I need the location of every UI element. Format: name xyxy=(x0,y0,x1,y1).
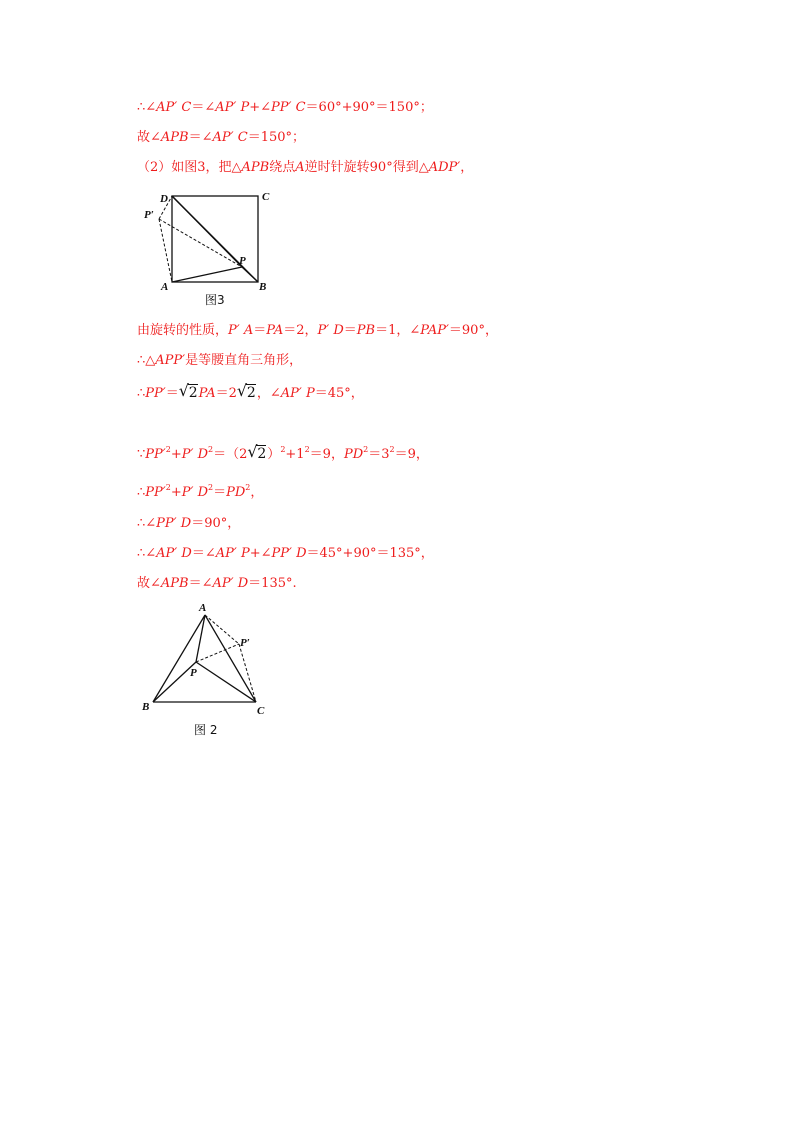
text: ＝ xyxy=(343,323,357,338)
superscript: 2 xyxy=(165,483,171,492)
text: ，∠ xyxy=(256,386,281,401)
label-p: P xyxy=(190,667,197,679)
term: PP′ D xyxy=(156,516,192,531)
text: ∴∠ xyxy=(137,516,157,531)
term: AP′ P xyxy=(215,546,250,561)
line-7 xyxy=(137,445,429,464)
text: 绕点 xyxy=(269,160,296,175)
line-5 xyxy=(137,352,302,370)
superscript: 2 xyxy=(280,445,286,454)
sqrt-symbol: √ 2 xyxy=(180,384,198,402)
term: A xyxy=(295,160,305,175)
dashed-p-p-prime xyxy=(196,644,239,662)
line-1 xyxy=(137,99,433,117)
term: APP′ xyxy=(155,353,186,368)
label-p: P xyxy=(239,255,246,267)
text: ∴∠ xyxy=(137,100,157,115)
segment-pb xyxy=(242,267,258,282)
text: 是等腰直角三角形， xyxy=(185,353,303,368)
text: ＝ xyxy=(253,323,267,338)
text: ） xyxy=(267,447,281,462)
term: P′ A xyxy=(228,323,254,338)
text: ＝150°； xyxy=(247,130,306,145)
term: AP′ D xyxy=(212,576,249,591)
term: PA xyxy=(266,323,284,338)
term: AP′ C xyxy=(156,100,192,115)
text: ∴△ xyxy=(137,353,156,368)
text: ， xyxy=(250,485,264,500)
term: AP′ C xyxy=(212,130,248,145)
text: 由旋转的性质， xyxy=(137,323,229,338)
line-2 xyxy=(137,129,305,147)
dashed-p-prime-a xyxy=(159,219,172,282)
text: ＝∠ xyxy=(188,576,213,591)
text: ＝45°+90°＝135°， xyxy=(306,546,434,561)
text: + xyxy=(170,485,182,500)
text: ＝2， xyxy=(283,323,318,338)
line-11 xyxy=(137,575,297,593)
text: ＝1，∠ xyxy=(375,323,421,338)
figure-2-caption: 图 2 xyxy=(194,723,218,737)
text: ， xyxy=(460,160,474,175)
line-3 xyxy=(137,159,473,177)
superscript: 2 xyxy=(208,483,214,492)
label-c: C xyxy=(262,191,270,203)
line-6 xyxy=(137,384,364,403)
figure-2 xyxy=(138,598,288,743)
superscript: 2 xyxy=(245,483,251,492)
text: ＝ xyxy=(213,485,227,500)
text: ＝（2 xyxy=(213,447,248,462)
term: PD xyxy=(226,485,246,500)
label-d: D xyxy=(160,193,168,205)
line-10 xyxy=(137,545,434,563)
label-p-prime: P′ xyxy=(240,637,250,649)
line-9 xyxy=(137,515,240,533)
term: APB xyxy=(160,130,189,145)
term: PP′ xyxy=(145,485,166,500)
text: ∴ xyxy=(137,386,146,401)
text: ＝90°， xyxy=(448,323,498,338)
text: ＝ xyxy=(165,386,179,401)
superscript: 2 xyxy=(165,445,171,454)
term: AP′ P xyxy=(215,100,250,115)
label-p-prime: P′ xyxy=(144,209,154,221)
text: ＝135°. xyxy=(248,576,297,591)
superscript: 2 xyxy=(389,445,395,454)
term: PP′ xyxy=(145,386,166,401)
text: 逆时针旋转90°得到△ xyxy=(304,160,429,175)
figure-3-caption: 图3 xyxy=(205,293,225,307)
text: ＝90°， xyxy=(191,516,241,531)
line-8 xyxy=(137,484,263,502)
text: ＝45°， xyxy=(314,386,364,401)
line-4 xyxy=(137,322,498,340)
text: ＝60°+90°＝150°； xyxy=(305,100,433,115)
text: ∵ xyxy=(137,447,146,462)
label-b: B xyxy=(259,281,267,293)
term: PP′ xyxy=(145,447,166,462)
term: P′ D xyxy=(317,323,344,338)
text: +1 xyxy=(285,447,305,462)
term: PAP′ xyxy=(420,323,449,338)
term: APB xyxy=(160,576,189,591)
term: AP′ D xyxy=(156,546,192,561)
text: ＝∠ xyxy=(191,100,216,115)
term: PA xyxy=(198,386,216,401)
segment-ap xyxy=(172,267,242,282)
text: +∠ xyxy=(249,100,272,115)
text: ∴ xyxy=(137,485,146,500)
text: ＝∠ xyxy=(191,546,216,561)
dashed-a-p-prime xyxy=(205,615,239,644)
segment-pd xyxy=(172,196,242,267)
dashed-p-prime-c xyxy=(239,644,256,702)
sqrt-symbol: √ 2 xyxy=(248,445,266,463)
label-a: A xyxy=(161,281,169,293)
text: ＝9， xyxy=(309,447,344,462)
text: ＝∠ xyxy=(188,130,213,145)
term: ADP′ xyxy=(428,160,461,175)
term: P′ D xyxy=(181,447,208,462)
term: AP′ P xyxy=(280,386,315,401)
text: + xyxy=(170,447,182,462)
superscript: 2 xyxy=(363,445,369,454)
label-a: A xyxy=(199,602,207,614)
segment-ac xyxy=(205,615,256,702)
term: P′ D xyxy=(181,485,208,500)
sqrt-symbol: √ 2 xyxy=(238,384,256,402)
superscript: 2 xyxy=(304,445,310,454)
segment-pc xyxy=(196,662,256,702)
superscript: 2 xyxy=(208,445,214,454)
figure-3 xyxy=(138,186,278,310)
label-c: C xyxy=(257,705,265,717)
text: +∠ xyxy=(249,546,272,561)
term: PB xyxy=(356,323,376,338)
term: APB xyxy=(241,160,270,175)
term: PD xyxy=(343,447,364,462)
text: ＝3 xyxy=(368,447,390,462)
text: ∴∠ xyxy=(137,546,157,561)
label-b: B xyxy=(142,701,150,713)
text: ＝9， xyxy=(394,447,429,462)
term: PP′ D xyxy=(271,546,307,561)
text: （2）如图3，把△ xyxy=(137,160,242,175)
text: ＝2 xyxy=(215,386,237,401)
term: PP′ C xyxy=(271,100,306,115)
text: 故∠ xyxy=(137,130,161,145)
text: 故∠ xyxy=(137,576,161,591)
